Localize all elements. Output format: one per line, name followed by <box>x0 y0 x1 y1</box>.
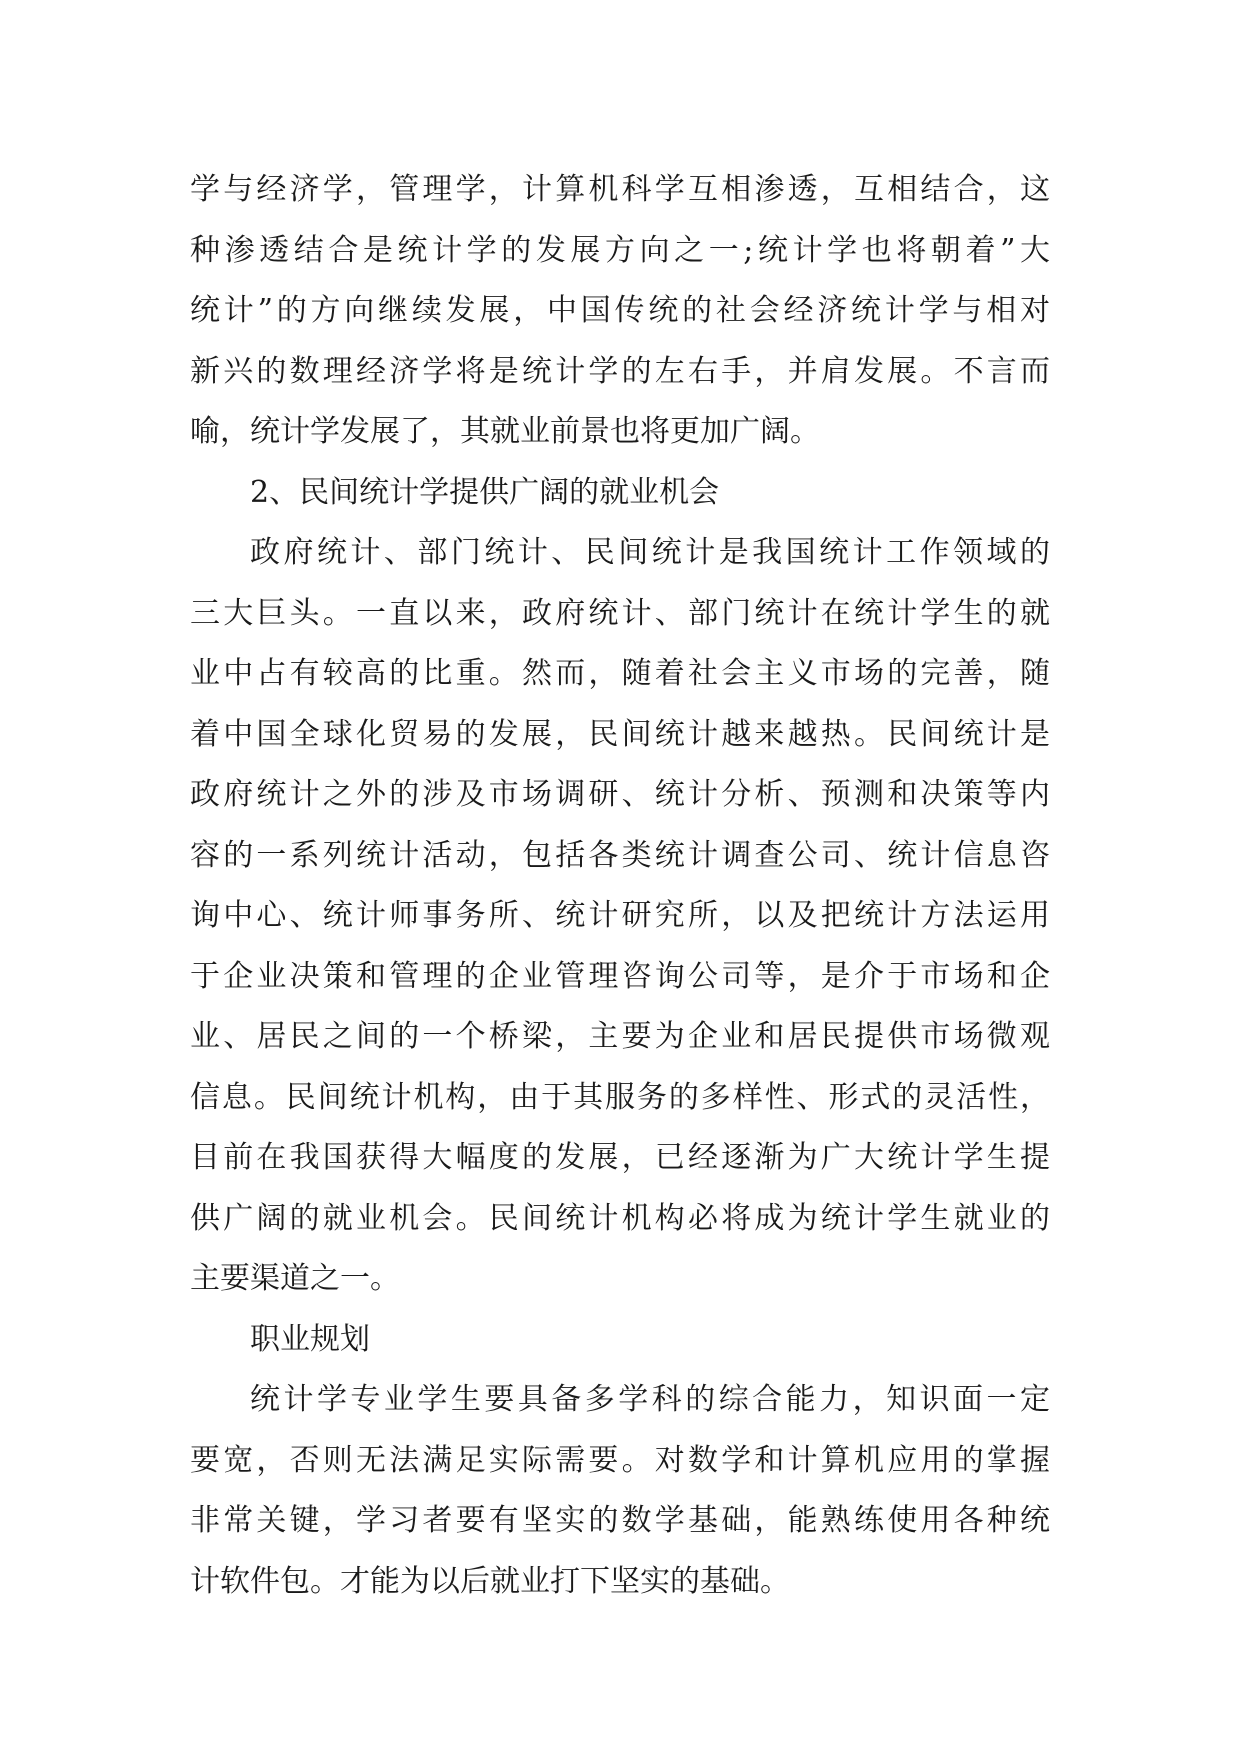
paragraph <box>190 1310 1050 1371</box>
text-line: 业、居民之间的一个桥梁，主要为企业和居民提供市场微观 <box>190 1019 1050 1054</box>
text-line: 三大巨头。一直以来，政府统计、部门统计在统计学生的就 <box>190 595 1050 631</box>
text-line: 计软件包。才能为以后就业打下坚实的基础。 <box>190 1563 790 1599</box>
text-line: 信息。民间统计机构，由于其服务的多样性、形式的灵活性， <box>190 1079 1050 1115</box>
text-line: 喻，统计学发展了，其就业前景也将更加广阔。 <box>190 414 820 449</box>
text-line: 目前在我国获得大幅度的发展，已经逐渐为广大统计学生提 <box>190 1140 1050 1175</box>
text-line: 种渗透结合是统计学的发展方向之一;统计学也将朝着”大 <box>190 232 1050 268</box>
text-line: 着中国全球化贸易的发展，民间统计越来越热。民间统计是 <box>190 716 1050 752</box>
paragraph <box>190 1370 1050 1612</box>
paragraph <box>190 523 1050 1310</box>
text-line: 要宽，否则无法满足实际需要。对数学和计算机应用的掌握 <box>190 1442 1050 1478</box>
document-body <box>190 160 1050 1612</box>
text-line: 容的一系列统计活动，包括各类统计调查公司、统计信息咨 <box>190 837 1050 873</box>
paragraph <box>190 160 1050 463</box>
text-line: 新兴的数理经济学将是统计学的左右手，并肩发展。不言而 <box>190 353 1050 389</box>
text-line: 于企业决策和管理的企业管理咨询公司等，是介于市场和企 <box>190 958 1050 994</box>
text-line: 统计学专业学生要具备多学科的综合能力，知识面一定 <box>250 1382 1050 1417</box>
text-line: 2、民间统计学提供广阔的就业机会 <box>250 474 720 510</box>
text-line: 非常关键，学习者要有坚实的数学基础，能熟练使用各种统 <box>190 1503 1050 1538</box>
text-line: 职业规划 <box>250 1321 370 1357</box>
text-line: 供广阔的就业机会。民间统计机构必将成为统计学生就业的 <box>190 1200 1050 1236</box>
text-line: 业中占有较高的比重。然而，随着社会主义市场的完善，随 <box>190 656 1050 691</box>
text-line: 询中心、统计师事务所、统计研究所，以及把统计方法运用 <box>190 898 1050 933</box>
text-line: 学与经济学，管理学，计算机科学互相渗透，互相结合，这 <box>190 172 1050 207</box>
text-line: 政府统计、部门统计、民间统计是我国统计工作领域的 <box>250 535 1050 570</box>
text-line: 统计”的方向继续发展，中国传统的社会经济统计学与相对 <box>190 293 1050 328</box>
paragraph <box>190 463 1050 524</box>
text-line: 主要渠道之一。 <box>190 1261 400 1296</box>
text-line: 政府统计之外的涉及市场调研、统计分析、预测和决策等内 <box>190 777 1050 812</box>
